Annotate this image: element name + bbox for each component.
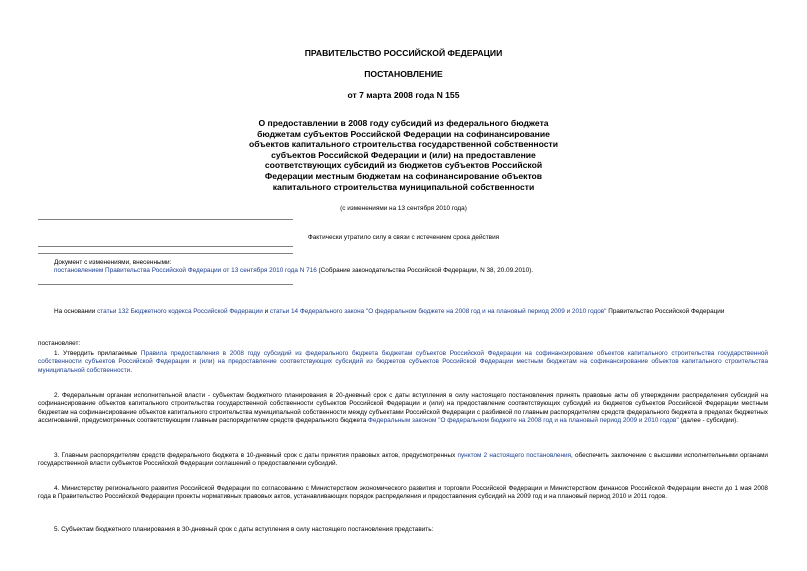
preamble [38,308,768,316]
title-line: капитального строительства муниципальной собственности [272,181,535,192]
paragraph-text: 1. Утвердить прилагаемые [54,350,141,357]
paragraph-text: 2. Федеральным органам исполнительной власти - субъектам бюджетного планирования в 20-дневный срок с даты вступления в силу настоящего постановления принять правовые акты об утверждении распределения субсидий на софинансирование объектов капитального строительства государственной собственности субъектов Российской Федерации и (или) на предоставление соответствующих субсидий из бюджетов субъектов Российской Федерации местным бюджетам на софинансирование объектов капитального строительства муниципальной собственности между субъектами Российской Федерации с разбивкой по главным распорядителям средств федерального бюджета в пределах бюджетных ассигнований, предусмотренных соответствующим главным распорядителям средств федерального бюджета [38,392,768,425]
preamble-text: и [262,308,270,315]
divider [38,284,293,285]
title-line: О предоставлении в 2008 году субсидий из федерального бюджета [258,118,549,128]
paragraph-text: 3. Главным распорядителям средств федерального бюджета в 10-дневный срок с даты принятия правовых актов, предусмотренных [54,452,458,459]
divider [38,246,293,247]
preamble-text: На основании [54,308,98,315]
divider [38,253,293,254]
title-line: соответствующих субсидий из бюджетов субъектов Российской [264,160,543,171]
amending-decree-link[interactable]: постановлением Правительства Российской Федерации от 13 сентября 2010 года N 716 [54,267,317,275]
paragraph-text: , обеспечить заключение с высшими исполнительными органами государственной власти субъектов Российской Федерации соглашений о предоставлении субсидий. [38,452,768,468]
status-note: Фактически утратило силу в связи с истечением срока действия [307,234,500,241]
preamble-text: Правительство Российской Федерации [606,308,725,315]
paragraph-text: (далее - субсидии). [678,417,739,425]
budget-code-link[interactable]: статьи 132 Бюджетного кодекса Российской Федерации [97,308,263,315]
government-name: ПРАВИТЕЛЬСТВО РОССИЙСКОЙ ФЕДЕРАЦИИ [304,48,503,58]
document-title [0,118,807,192]
rules-link[interactable]: Правила предоставления в 2008 году субсидий из федерального бюджета бюджетам субъектов Российской Федерации на софинансирование объектов капитального строительства государственной собственности субъектов Российской Федерации и (или) на предоставление соответствующих субсидий из бюджетов субъектов Российской Федерации местным бюджетам на софинансирование объектов капитального строительства муниципальной собственности [38,350,768,374]
federal-law-link[interactable]: статьи 14 Федерального закона "О федеральном бюджете на 2008 год и на плановый период 2009 и 2010 годов" [269,308,607,315]
decrees-word: постановляет: [38,340,81,347]
paragraph-text: . [130,366,132,374]
title-line: бюджетам субъектов Российской Федерации на софинансирование [257,128,550,139]
changes-intro: Документ с изменениями, внесенными: [54,259,172,266]
federal-budget-law-link[interactable]: Федеральным законом "О федеральном бюджете на 2008 год и на плановый период 2009 и 2010 годов" [368,417,679,425]
divider [38,219,293,220]
title-line: субъектов Российской Федерации и (или) на предоставление [271,149,536,160]
paragraph-3 [38,452,768,469]
paragraph-5: 5. Субъектам бюджетного планирования в 30-дневный срок с даты вступления в силу настоящего постановления представить: [54,526,434,533]
paragraph-1 [38,350,768,375]
document-type: ПОСТАНОВЛЕНИЕ [364,69,443,79]
paragraph-2 [38,392,768,426]
changes-block [54,259,768,276]
amendment-note: (с изменениями на 13 сентября 2010 года) [340,205,467,212]
changes-tail: (Собрание законодательства Российской Федерации, N 38, 20.09.2010). [316,267,534,275]
title-line: Федерации местным бюджетам на софинансирование объектов [264,170,543,181]
paragraph-4: 4. Министерству регионального развития Российской Федерации по согласованию с Министерством экономического развития и торговли Российской Федерации и Министерством финансов Российской Федерации внести до 1 мая 2008 года в Правительство Российской Федерации проекты нормативных правовых актов, устанавливающих порядок распределения и предоставления субсидий на 2009 год и на плановый период 2010 и 2011 годов. [38,485,768,501]
title-line: объектов капитального строительства государственной собственности [248,139,559,150]
clause-2-link[interactable]: пунктом 2 настоящего постановления [457,452,572,459]
document-date-number: от 7 марта 2008 года N 155 [347,90,460,100]
